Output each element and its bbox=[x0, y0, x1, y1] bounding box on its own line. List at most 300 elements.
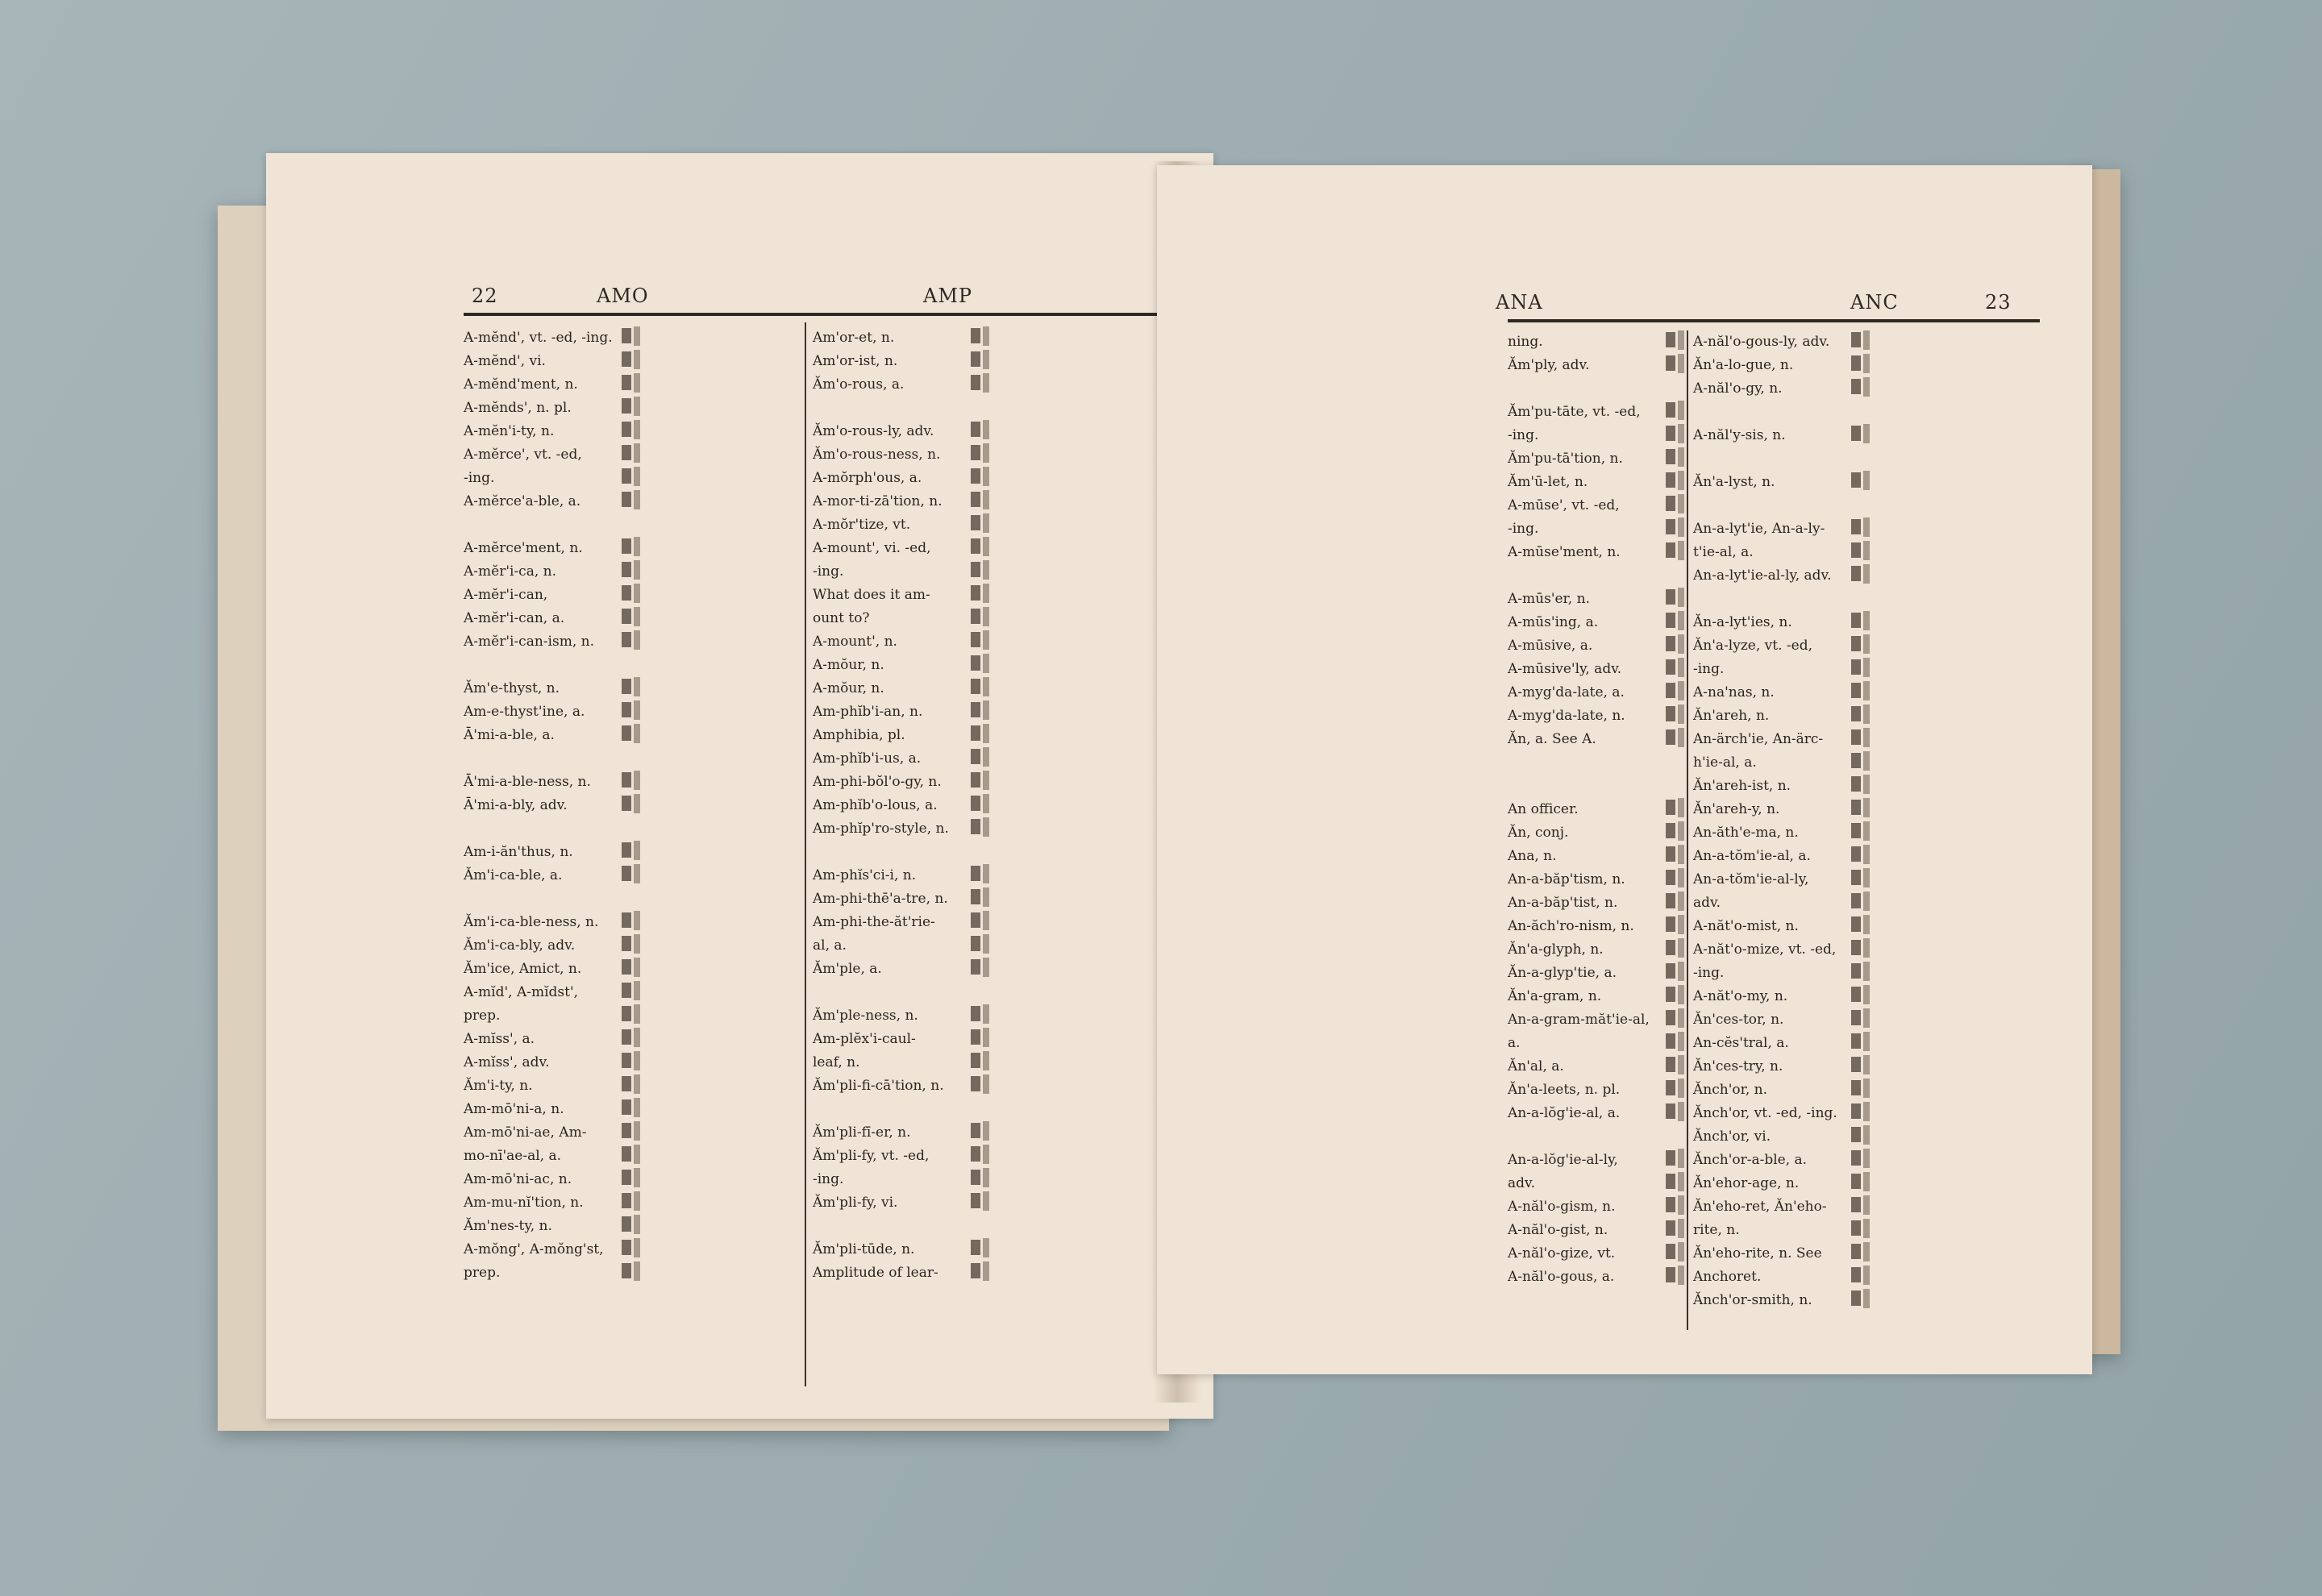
dictionary-entry bbox=[464, 1004, 802, 1028]
dictionary-entry bbox=[1693, 658, 2032, 681]
dictionary-entry bbox=[1693, 377, 2032, 401]
headword: Ăm'i-ca-ble-ness, n. bbox=[464, 914, 599, 930]
headword: Ăm'o-rous-ness, n. bbox=[813, 447, 941, 463]
japanese-gloss bbox=[971, 700, 992, 720]
dictionary-entry bbox=[813, 887, 1151, 911]
japanese-gloss bbox=[1851, 1102, 1872, 1121]
headword: A-mŏrph'ous, a. bbox=[813, 470, 922, 486]
headword: Am'or-ist, n. bbox=[813, 353, 898, 369]
japanese-gloss bbox=[622, 911, 643, 930]
page-number-right: 23 bbox=[1985, 291, 2012, 314]
dictionary-entry bbox=[1693, 1008, 2032, 1032]
headword: An-ăch'ro-nism, n. bbox=[1508, 918, 1634, 934]
open-book bbox=[218, 145, 2112, 1451]
headword: An-ärch'ie, An-ärc- bbox=[1693, 731, 1824, 747]
japanese-gloss bbox=[1851, 845, 1872, 864]
dictionary-entry bbox=[1693, 588, 2032, 611]
japanese-gloss bbox=[971, 1121, 992, 1141]
japanese-gloss bbox=[1851, 915, 1872, 934]
dictionary-entry bbox=[813, 841, 1151, 864]
japanese-gloss bbox=[971, 1004, 992, 1024]
dictionary-entry bbox=[813, 700, 1151, 724]
headword: A-mūse', vt. -ed, bbox=[1508, 497, 1620, 513]
header-rule bbox=[464, 313, 1189, 316]
dictionary-entry bbox=[464, 350, 802, 373]
japanese-gloss bbox=[622, 934, 643, 954]
running-head-right: ANC bbox=[1850, 291, 1899, 314]
dictionary-entry bbox=[813, 654, 1151, 677]
japanese-gloss bbox=[1851, 775, 1872, 794]
dictionary-entry bbox=[813, 1098, 1151, 1121]
japanese-gloss bbox=[1851, 962, 1872, 981]
dictionary-entry bbox=[464, 1215, 802, 1238]
japanese-gloss bbox=[971, 911, 992, 930]
dictionary-entry bbox=[1693, 915, 2032, 938]
headword: -ing. bbox=[464, 470, 495, 486]
japanese-gloss bbox=[971, 1028, 992, 1047]
dictionary-entry bbox=[1693, 1242, 2032, 1266]
headword: Ăm'e-thyst, n. bbox=[464, 680, 560, 696]
headword: An-a-gram-măt'ie-al, bbox=[1508, 1012, 1650, 1028]
headword: Am-mō'ni-ac, n. bbox=[464, 1171, 572, 1187]
japanese-gloss bbox=[1666, 1172, 1687, 1191]
dictionary-entry bbox=[813, 584, 1151, 607]
japanese-gloss bbox=[622, 1191, 643, 1211]
dictionary-entry bbox=[464, 981, 802, 1004]
japanese-gloss bbox=[971, 654, 992, 673]
headword: An-a-băp'tist, n. bbox=[1508, 895, 1618, 911]
headword: Ăm'nes-ty, n. bbox=[464, 1218, 552, 1234]
japanese-gloss bbox=[1666, 1219, 1687, 1238]
headword: ning. bbox=[1508, 334, 1543, 350]
headword: Ăm'i-ca-ble, a. bbox=[464, 867, 563, 883]
japanese-gloss bbox=[1666, 588, 1687, 607]
headword: -ing. bbox=[813, 563, 844, 580]
headword: Anchoret. bbox=[1693, 1269, 1762, 1285]
headword: A-năl'o-gist, n. bbox=[1508, 1222, 1608, 1238]
dictionary-entry bbox=[464, 864, 802, 887]
headword: Ăm'pli-fy, vt. -ed, bbox=[813, 1148, 930, 1164]
headword: A-mūs'er, n. bbox=[1508, 591, 1590, 607]
japanese-gloss bbox=[1666, 1008, 1687, 1028]
dictionary-entry bbox=[1693, 1219, 2032, 1242]
dictionary-entry bbox=[464, 771, 802, 794]
left-page-column-1 bbox=[464, 326, 802, 1285]
dictionary-entry bbox=[813, 1191, 1151, 1215]
dictionary-entry bbox=[813, 1215, 1151, 1238]
headword: al, a. bbox=[813, 937, 847, 954]
dictionary-entry bbox=[1693, 1266, 2032, 1289]
dictionary-entry bbox=[1693, 354, 2032, 377]
headword: leaf, n. bbox=[813, 1054, 860, 1070]
headword: Ăn'areh-ist, n. bbox=[1693, 778, 1791, 794]
dictionary-entry bbox=[464, 373, 802, 397]
headword: Ăn'ehor-age, n. bbox=[1693, 1175, 1800, 1191]
japanese-gloss bbox=[971, 817, 992, 837]
headword: Ăn, a. See A. bbox=[1508, 731, 1596, 747]
headword: Ā'mi-a-bly, adv. bbox=[464, 797, 568, 813]
left-page-column-2 bbox=[813, 326, 1151, 1285]
headword: Ănch'or, vi. bbox=[1693, 1128, 1771, 1145]
headword: A-mĕr'i-can, a. bbox=[464, 610, 565, 626]
header-rule bbox=[1508, 319, 2040, 322]
japanese-gloss bbox=[971, 420, 992, 439]
dictionary-entry bbox=[813, 326, 1151, 350]
headword: Am-phĭp'ro-style, n. bbox=[813, 821, 949, 837]
dictionary-entry bbox=[1693, 517, 2032, 541]
japanese-gloss bbox=[1851, 1289, 1872, 1308]
dictionary-entry bbox=[464, 560, 802, 584]
japanese-gloss bbox=[971, 443, 992, 463]
headword: Ănch'or-a-ble, a. bbox=[1693, 1152, 1808, 1168]
headword: An-ăth'e-ma, n. bbox=[1693, 825, 1799, 841]
headword: Ăm'pli-fy, vi. bbox=[813, 1195, 898, 1211]
japanese-gloss bbox=[971, 1051, 992, 1070]
japanese-gloss bbox=[1666, 1032, 1687, 1051]
japanese-gloss bbox=[622, 467, 643, 486]
dictionary-entry bbox=[1693, 845, 2032, 868]
japanese-gloss bbox=[622, 1028, 643, 1047]
dictionary-entry bbox=[1693, 330, 2032, 354]
japanese-gloss bbox=[622, 560, 643, 580]
japanese-gloss bbox=[971, 537, 992, 556]
dictionary-entry bbox=[813, 490, 1151, 513]
dictionary-entry bbox=[813, 1145, 1151, 1168]
headword: An-a-băp'tism, n. bbox=[1508, 871, 1625, 887]
japanese-gloss bbox=[1666, 868, 1687, 887]
headword: Ăm'i-ty, n. bbox=[464, 1078, 533, 1094]
dictionary-entry bbox=[464, 584, 802, 607]
dictionary-entry bbox=[813, 537, 1151, 560]
japanese-gloss bbox=[1851, 1008, 1872, 1028]
japanese-gloss bbox=[1851, 704, 1872, 724]
headword: Am-phi-the-ăt'rie- bbox=[813, 914, 935, 930]
dictionary-entry bbox=[464, 467, 802, 490]
headword: A-mūsive'ly, adv. bbox=[1508, 661, 1622, 677]
japanese-gloss bbox=[622, 700, 643, 720]
japanese-gloss bbox=[971, 1145, 992, 1164]
headword: Ăm'pli-tūde, n. bbox=[813, 1241, 915, 1257]
japanese-gloss bbox=[1666, 1195, 1687, 1215]
dictionary-entry bbox=[464, 677, 802, 700]
dictionary-entry bbox=[813, 1074, 1151, 1098]
japanese-gloss bbox=[1851, 517, 1872, 537]
headword: A-mount', vi. -ed, bbox=[813, 540, 931, 556]
dictionary-entry bbox=[813, 911, 1151, 934]
japanese-gloss bbox=[1666, 1266, 1687, 1285]
headword: Ăm'ū-let, n. bbox=[1508, 474, 1588, 490]
dictionary-entry bbox=[813, 513, 1151, 537]
headword: A-mĕn'i-ty, n. bbox=[464, 423, 555, 439]
dictionary-entry bbox=[1693, 1149, 2032, 1172]
japanese-gloss bbox=[1666, 892, 1687, 911]
japanese-gloss bbox=[1666, 1149, 1687, 1168]
japanese-gloss bbox=[1851, 751, 1872, 771]
dictionary-entry bbox=[813, 1051, 1151, 1074]
dictionary-entry bbox=[1693, 985, 2032, 1008]
japanese-gloss bbox=[971, 1261, 992, 1281]
headword: Am'or-et, n. bbox=[813, 330, 895, 346]
japanese-gloss bbox=[971, 1238, 992, 1257]
dictionary-entry bbox=[1693, 1055, 2032, 1079]
dictionary-entry bbox=[464, 1145, 802, 1168]
dictionary-entry bbox=[464, 934, 802, 958]
japanese-gloss bbox=[622, 841, 643, 860]
headword: t'ie-al, a. bbox=[1693, 544, 1754, 560]
headword: Ăn'ces-try, n. bbox=[1693, 1058, 1783, 1074]
japanese-gloss bbox=[971, 958, 992, 977]
headword: h'ie-al, a. bbox=[1693, 754, 1757, 771]
dictionary-entry bbox=[1693, 798, 2032, 821]
japanese-gloss bbox=[1851, 1032, 1872, 1051]
headword: Ăm'pli-fi-cā'tion, n. bbox=[813, 1078, 944, 1094]
headword: A-myg'da-late, n. bbox=[1508, 708, 1625, 724]
headword: What does it am- bbox=[813, 587, 930, 603]
dictionary-entry bbox=[1693, 564, 2032, 588]
japanese-gloss bbox=[1851, 471, 1872, 490]
japanese-gloss bbox=[622, 373, 643, 393]
headword: Amphibia, pl. bbox=[813, 727, 905, 743]
japanese-gloss bbox=[622, 1121, 643, 1141]
japanese-gloss bbox=[622, 326, 643, 346]
japanese-gloss bbox=[1666, 915, 1687, 934]
dictionary-entry bbox=[813, 771, 1151, 794]
dictionary-entry bbox=[464, 443, 802, 467]
headword: Ăm'pu-tā'tion, n. bbox=[1508, 451, 1623, 467]
japanese-gloss bbox=[1851, 564, 1872, 584]
japanese-gloss bbox=[622, 1145, 643, 1164]
japanese-gloss bbox=[622, 397, 643, 416]
headword: Ănch'or, vt. -ed, -ing. bbox=[1693, 1105, 1837, 1121]
headword: A-mĕr'i-ca, n. bbox=[464, 563, 556, 580]
headword: A-mĕnd', vi. bbox=[464, 353, 546, 369]
dictionary-entry bbox=[464, 513, 802, 537]
headword: Ăm'pli-fī-er, n. bbox=[813, 1124, 911, 1141]
japanese-gloss bbox=[1666, 517, 1687, 537]
dictionary-entry bbox=[464, 630, 802, 654]
japanese-gloss bbox=[1851, 798, 1872, 817]
japanese-gloss bbox=[622, 607, 643, 626]
headword: Ăm'ice, Amict, n. bbox=[464, 961, 582, 977]
headword: A-mĭss', adv. bbox=[464, 1054, 550, 1070]
dictionary-entry bbox=[813, 1168, 1151, 1191]
headword: Ăm'pu-tāte, vt. -ed, bbox=[1508, 404, 1641, 420]
headword: Ăn'areh, n. bbox=[1693, 708, 1770, 724]
japanese-gloss bbox=[622, 420, 643, 439]
headword: A-mĕr'i-can-ism, n. bbox=[464, 634, 594, 650]
japanese-gloss bbox=[1851, 354, 1872, 373]
dictionary-entry bbox=[464, 887, 802, 911]
japanese-gloss bbox=[971, 490, 992, 509]
japanese-gloss bbox=[971, 350, 992, 369]
japanese-gloss bbox=[1851, 868, 1872, 887]
headword: Amplitude of lear- bbox=[813, 1265, 938, 1281]
headword: Ăn'eho-ret, Ăn'eho- bbox=[1693, 1199, 1827, 1215]
dictionary-entry bbox=[464, 654, 802, 677]
japanese-gloss bbox=[1666, 962, 1687, 981]
dictionary-entry bbox=[1693, 494, 2032, 517]
japanese-gloss bbox=[622, 1168, 643, 1187]
headword: A-mĕrce', vt. -ed, bbox=[464, 447, 582, 463]
headword: Ăn'a-lo-gue, n. bbox=[1693, 357, 1794, 373]
japanese-gloss bbox=[1851, 892, 1872, 911]
headword: An-a-tŏm'ie-al-ly, bbox=[1693, 871, 1809, 887]
headword: A-mĭd', A-mĭdst', bbox=[464, 984, 579, 1000]
dictionary-entry bbox=[464, 1168, 802, 1191]
japanese-gloss bbox=[971, 326, 992, 346]
japanese-gloss bbox=[1666, 1102, 1687, 1121]
dictionary-entry bbox=[1693, 424, 2032, 447]
japanese-gloss bbox=[622, 1004, 643, 1024]
japanese-gloss bbox=[622, 1215, 643, 1234]
japanese-gloss bbox=[1666, 681, 1687, 700]
japanese-gloss bbox=[622, 724, 643, 743]
japanese-gloss bbox=[622, 490, 643, 509]
headword: A-mĭss', a. bbox=[464, 1031, 535, 1047]
japanese-gloss bbox=[1666, 541, 1687, 560]
japanese-gloss bbox=[971, 607, 992, 626]
running-head-right: AMP bbox=[923, 285, 973, 307]
headword: Am-mu-nĭ'tion, n. bbox=[464, 1195, 584, 1211]
japanese-gloss bbox=[1851, 1055, 1872, 1074]
headword: Ăm'i-ca-bly, adv. bbox=[464, 937, 576, 954]
dictionary-entry bbox=[1693, 962, 2032, 985]
headword: A-năl'o-gism, n. bbox=[1508, 1199, 1616, 1215]
japanese-gloss bbox=[622, 958, 643, 977]
headword: Am-phĭb'o-lous, a. bbox=[813, 797, 938, 813]
japanese-gloss bbox=[971, 467, 992, 486]
running-head-left: AMO bbox=[597, 285, 649, 307]
japanese-gloss bbox=[1851, 658, 1872, 677]
japanese-gloss bbox=[971, 630, 992, 650]
japanese-gloss bbox=[622, 1261, 643, 1281]
japanese-gloss bbox=[971, 1191, 992, 1211]
japanese-gloss bbox=[1851, 1172, 1872, 1191]
dictionary-entry bbox=[1693, 1195, 2032, 1219]
headword: A-myg'da-late, a. bbox=[1508, 684, 1625, 700]
headword: ount to? bbox=[813, 610, 870, 626]
headword: A-năl'o-gize, vt. bbox=[1508, 1245, 1616, 1261]
headword: A-mūsive, a. bbox=[1508, 638, 1593, 654]
headword: A-mĕnds', n. pl. bbox=[464, 400, 572, 416]
headword: Am-phĭb'i-an, n. bbox=[813, 704, 923, 720]
headword: An-cĕs'tral, a. bbox=[1693, 1035, 1789, 1051]
dictionary-entry bbox=[464, 1191, 802, 1215]
japanese-gloss bbox=[1666, 494, 1687, 513]
dictionary-entry bbox=[813, 958, 1151, 981]
dictionary-entry bbox=[813, 747, 1151, 771]
japanese-gloss bbox=[1666, 985, 1687, 1004]
headword: prep. bbox=[464, 1265, 501, 1281]
dictionary-entry bbox=[1693, 868, 2032, 892]
headword: Ănch'or, n. bbox=[1693, 1082, 1768, 1098]
dictionary-entry bbox=[1693, 704, 2032, 728]
japanese-gloss bbox=[971, 771, 992, 790]
japanese-gloss bbox=[1851, 377, 1872, 397]
headword: Am-phĭb'i-us, a. bbox=[813, 750, 922, 767]
japanese-gloss bbox=[1666, 658, 1687, 677]
japanese-gloss bbox=[1851, 821, 1872, 841]
page-number-left: 22 bbox=[472, 285, 498, 307]
dictionary-entry bbox=[464, 1121, 802, 1145]
right-page bbox=[1157, 165, 2092, 1374]
headword: A-mĕrce'a-ble, a. bbox=[464, 493, 581, 509]
headword: Ăn'ces-tor, n. bbox=[1693, 1012, 1784, 1028]
dictionary-entry bbox=[464, 1261, 802, 1285]
dictionary-entry bbox=[813, 1004, 1151, 1028]
japanese-gloss bbox=[1851, 1149, 1872, 1168]
headword: Ăn'a-lyst, n. bbox=[1693, 474, 1775, 490]
headword: A-mĕr'i-can, bbox=[464, 587, 548, 603]
headword: A-năl'y-sis, n. bbox=[1693, 427, 1786, 443]
japanese-gloss bbox=[971, 794, 992, 813]
running-head-left: ANA bbox=[1496, 291, 1543, 314]
left-page bbox=[266, 153, 1213, 1419]
headword: Ăm'ple-ness, n. bbox=[813, 1008, 918, 1024]
japanese-gloss bbox=[1666, 354, 1687, 373]
dictionary-entry bbox=[813, 1261, 1151, 1285]
japanese-gloss bbox=[622, 794, 643, 813]
dictionary-entry bbox=[1693, 728, 2032, 751]
dictionary-entry bbox=[464, 397, 802, 420]
dictionary-entry bbox=[1693, 821, 2032, 845]
japanese-gloss bbox=[1851, 938, 1872, 958]
japanese-gloss bbox=[971, 1168, 992, 1187]
japanese-gloss bbox=[971, 560, 992, 580]
headword: Am-e-thyst'ine, a. bbox=[464, 704, 585, 720]
japanese-gloss bbox=[1666, 1079, 1687, 1098]
japanese-gloss bbox=[1851, 1079, 1872, 1098]
dictionary-entry bbox=[464, 326, 802, 350]
japanese-gloss bbox=[971, 373, 992, 393]
dictionary-entry bbox=[464, 841, 802, 864]
headword: An-a-lŏg'ie-al-ly, bbox=[1508, 1152, 1618, 1168]
dictionary-entry bbox=[813, 794, 1151, 817]
japanese-gloss bbox=[622, 981, 643, 1000]
dictionary-entry bbox=[464, 607, 802, 630]
dictionary-entry bbox=[464, 911, 802, 934]
japanese-gloss bbox=[971, 934, 992, 954]
headword: A-mūs'ing, a. bbox=[1508, 614, 1599, 630]
japanese-gloss bbox=[622, 350, 643, 369]
japanese-gloss bbox=[1851, 1242, 1872, 1261]
japanese-gloss bbox=[1666, 728, 1687, 747]
japanese-gloss bbox=[622, 1238, 643, 1257]
headword: A-mĕrce'ment, n. bbox=[464, 540, 583, 556]
headword: A-mŏur, n. bbox=[813, 657, 884, 673]
headword: A-năt'o-mize, vt. -ed, bbox=[1693, 941, 1837, 958]
headword: Ana, n. bbox=[1508, 848, 1557, 864]
japanese-gloss bbox=[971, 864, 992, 883]
dictionary-entry bbox=[813, 560, 1151, 584]
headword: A-năl'o-gy, n. bbox=[1693, 380, 1783, 397]
dictionary-entry bbox=[464, 420, 802, 443]
headword: Ăn-a-glyp'tie, a. bbox=[1508, 965, 1617, 981]
headword: A-mŏr'tize, vt. bbox=[813, 517, 911, 533]
headword: Ā'mi-a-ble, a. bbox=[464, 727, 555, 743]
dictionary-entry bbox=[464, 794, 802, 817]
headword: -ing. bbox=[1693, 661, 1725, 677]
dictionary-entry bbox=[1693, 938, 2032, 962]
headword: An-a-lŏg'ie-al, a. bbox=[1508, 1105, 1621, 1121]
japanese-gloss bbox=[1666, 447, 1687, 467]
japanese-gloss bbox=[622, 1051, 643, 1070]
dictionary-entry bbox=[464, 490, 802, 513]
headword: Am-mō'ni-ae, Am- bbox=[464, 1124, 587, 1141]
dictionary-entry bbox=[464, 1098, 802, 1121]
headword: Ăm'ply, adv. bbox=[1508, 357, 1590, 373]
headword: mo-nī'ae-al, a. bbox=[464, 1148, 562, 1164]
